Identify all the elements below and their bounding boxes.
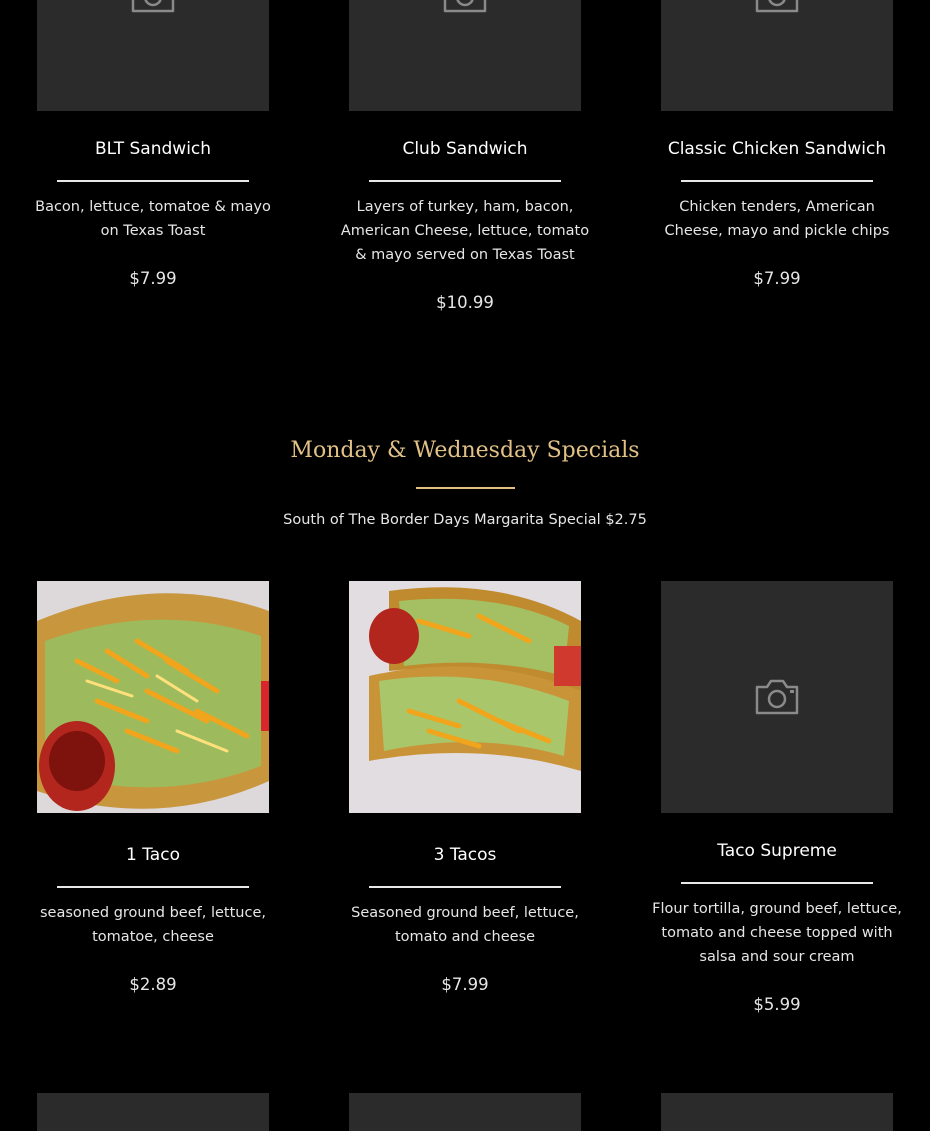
item-image-placeholder bbox=[661, 1093, 893, 1131]
taco-photo-illustration bbox=[37, 581, 269, 813]
section-title: Monday & Wednesday Specials bbox=[290, 438, 640, 463]
tacos-photo-illustration bbox=[349, 581, 581, 813]
item-name: Taco Supreme bbox=[717, 841, 837, 861]
item-name: 1 Taco bbox=[126, 845, 180, 865]
item-price: $10.99 bbox=[436, 293, 494, 312]
item-divider bbox=[57, 180, 249, 182]
item-price: $7.99 bbox=[753, 269, 801, 288]
item-description: Bacon, lettuce, tomatoe & mayo on Texas Toast bbox=[35, 199, 271, 239]
item-description: Seasoned ground beef, lettuce, tomato and cheese bbox=[351, 905, 579, 945]
camera-icon bbox=[753, 0, 801, 15]
item-description: Layers of turkey, ham, bacon, American Cheese, lettuce, tomato & mayo served on Texas Toast bbox=[340, 199, 590, 263]
item-divider bbox=[369, 886, 561, 888]
item-divider bbox=[681, 180, 873, 182]
item-divider bbox=[369, 180, 561, 182]
item-divider bbox=[681, 882, 873, 884]
section-note: South of The Border Days Margarita Special $2.75 bbox=[283, 512, 647, 528]
item-image-placeholder bbox=[349, 0, 581, 111]
item-image-placeholder bbox=[37, 0, 269, 111]
item-divider bbox=[57, 886, 249, 888]
item-image-placeholder bbox=[661, 581, 893, 813]
camera-icon bbox=[441, 0, 489, 15]
section-divider bbox=[416, 487, 515, 489]
item-image-placeholder bbox=[661, 0, 893, 111]
item-image-placeholder bbox=[349, 1093, 581, 1131]
item-image-placeholder bbox=[37, 1093, 269, 1131]
taco-photo bbox=[37, 581, 269, 813]
item-price: $7.99 bbox=[441, 975, 489, 994]
item-price: $7.99 bbox=[129, 269, 177, 288]
item-description: Chicken tenders, American Cheese, mayo and pickle chips bbox=[664, 199, 890, 239]
item-description: seasoned ground beef, lettuce, tomatoe, cheese bbox=[39, 905, 266, 945]
item-name: Classic Chicken Sandwich bbox=[667, 139, 887, 159]
tacos-photo bbox=[349, 581, 581, 813]
item-price: $2.89 bbox=[129, 975, 177, 994]
item-price: $5.99 bbox=[753, 995, 801, 1014]
item-name: Club Sandwich bbox=[402, 139, 528, 159]
camera-icon bbox=[753, 677, 801, 717]
item-name: 3 Tacos bbox=[433, 845, 497, 865]
item-name: BLT Sandwich bbox=[94, 139, 212, 159]
item-description: Flour tortilla, ground beef, lettuce, tomato and cheese topped with salsa and sour cream bbox=[652, 901, 902, 965]
camera-icon bbox=[129, 0, 177, 15]
